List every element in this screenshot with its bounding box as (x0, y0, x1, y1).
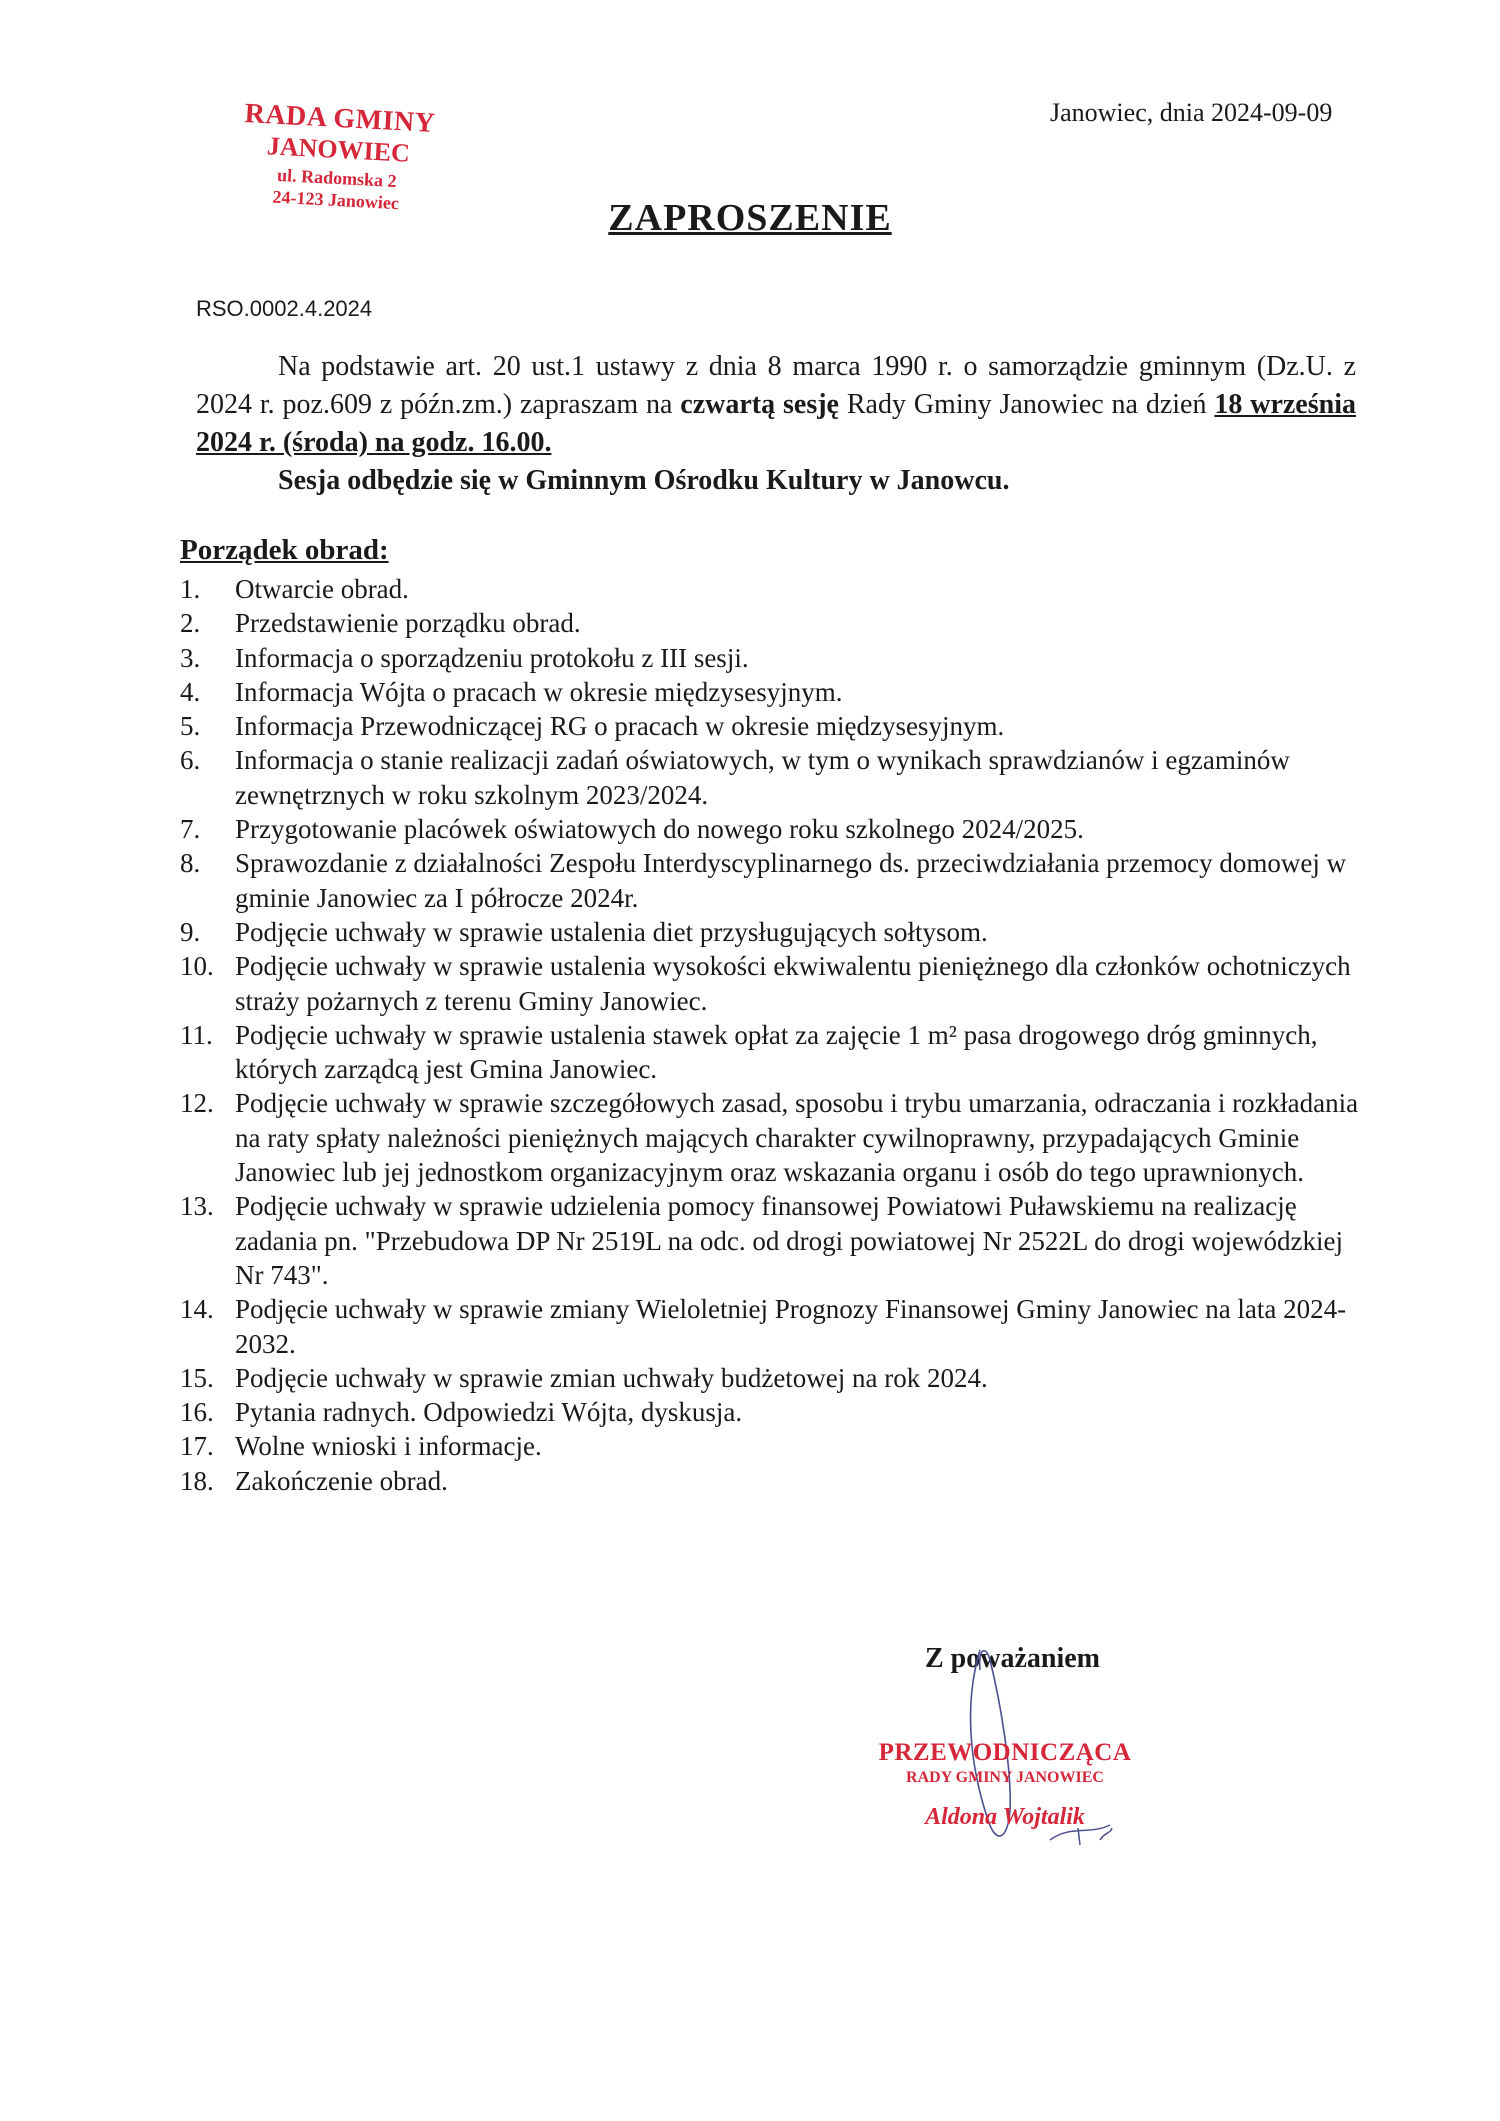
intro-part-2: Rady Gminy Janowiec na dzień (838, 389, 1215, 420)
agenda-item-text: Podjęcie uchwały w sprawie ustalenia wysokości ekwiwalentu pieniężnego dla członków ochotniczych straży pożarnych z terenu Gminy Janowiec. (235, 951, 1351, 1016)
agenda-item-text: Informacja Przewodniczącej RG o pracach w okresie międzysesyjnym. (235, 711, 1005, 742)
session-date: 18 września 2024 r. (środa) na godz. 16.00. (196, 389, 1356, 458)
agenda-item-number: 8. (180, 848, 201, 879)
agenda-item-number: 18. (180, 1465, 214, 1496)
agenda-item-number: 17. (180, 1431, 214, 1462)
stamp-subtitle: RADY GMINY JANOWIEC (906, 1769, 1104, 1786)
agenda-item-number: 14. (180, 1294, 214, 1325)
stamp-line-4: 24-123 Janowiec (272, 186, 400, 214)
stamp-title: PRZEWODNICZĄCA (878, 1739, 1132, 1766)
intro-text (196, 348, 1356, 462)
agenda-item-text: Podjęcie uchwały w sprawie ustalenia diet przysługujących sołtysom. (235, 916, 988, 947)
agenda-item-number: 10. (180, 951, 214, 982)
agenda-item-text: Przygotowanie placówek oświatowych do nowego roku szkolnego 2024/2025. (235, 814, 1084, 845)
agenda-item (180, 572, 1360, 606)
agenda-item-number: 1. (180, 574, 201, 604)
intro-part-1: Na podstawie art. 20 ust.1 ustawy z dnia 8 marca 1990 r. o samorządzie gminnym (Dz.U. z 2024 r. poz.609 z późn.zm.) zapraszam na (196, 351, 1356, 420)
agenda-item-text: Przedstawienie porządku obrad. (235, 608, 581, 639)
agenda-item (180, 1429, 1360, 1463)
agenda-item-number: 7. (180, 814, 201, 845)
session-venue: Sesja odbędzie się w Gminnym Ośrodku Kultury w Janowcu. (278, 465, 1010, 496)
agenda-item-text: Pytania radnych. Odpowiedzi Wójta, dyskusja. (235, 1397, 743, 1428)
reference-number: RSO.0002.4.2024 (196, 296, 373, 321)
stamp-line-2: JANOWIEC (266, 131, 411, 168)
closing-phrase: Z poważaniem (925, 1643, 1100, 1674)
agenda-list (180, 572, 1360, 1498)
document-title: ZAPROSZENIE (608, 197, 892, 239)
agenda-item-number: 11. (180, 1019, 213, 1050)
agenda-heading: Porządek obrad: (180, 534, 389, 566)
agenda-item (180, 915, 1360, 949)
agenda-item (180, 606, 1360, 640)
agenda-item-number: 15. (180, 1362, 214, 1393)
agenda-item-text: Podjęcie uchwały w sprawie zmian uchwały budżetowej na rok 2024. (235, 1362, 988, 1393)
agenda-item-text: Otwarcie obrad. (235, 574, 409, 604)
agenda-item-text: Wolne wnioski i informacje. (235, 1431, 542, 1462)
agenda-item-number: 12. (180, 1088, 214, 1119)
agenda-item (180, 1018, 1360, 1087)
place-date: Janowiec, dnia 2024-09-09 (1050, 98, 1333, 127)
session-number: czwartą sesję (680, 389, 839, 420)
agenda-item-number: 6. (180, 745, 201, 776)
agenda-item (180, 1464, 1360, 1498)
agenda-item-number: 3. (180, 642, 201, 673)
agenda-item-text: Sprawozdanie z działalności Zespołu Interdyscyplinarnego ds. przeciwdziałania przemocy domowej w gminie Janowiec za I półrocze 2024r. (235, 848, 1347, 913)
agenda-item-number: 9. (180, 916, 201, 947)
agenda-item (180, 1292, 1360, 1361)
agenda-item-text: Podjęcie uchwały w sprawie ustalenia stawek opłat za zajęcie 1 m² pasa drogowego dróg gminnych, których zarządcą jest Gmina Janowiec. (235, 1019, 1318, 1085)
agenda-item (180, 846, 1360, 915)
agenda-item (180, 1189, 1360, 1292)
agenda-item-number: 13. (180, 1191, 214, 1222)
agenda-item-number: 16. (180, 1397, 214, 1428)
agenda-item-text: Informacja o sporządzeniu protokołu z III sesji. (235, 642, 749, 673)
agenda-item (180, 812, 1360, 846)
chairwoman-stamp (865, 1738, 1145, 1832)
agenda-item-text: Informacja Wójta o pracach w okresie międzysesyjnym. (235, 676, 843, 707)
stamp-line-3: ul. Radomska 2 (276, 164, 398, 192)
agenda-item-text: Informacja o stanie realizacji zadań oświatowych, w tym o wynikach sprawdzianów i egzaminów zewnętrznych w roku szkolnym 2023/2024. (235, 745, 1290, 810)
agenda-item (180, 1395, 1360, 1429)
agenda-item-text: Podjęcie uchwały w sprawie szczegółowych zasad, sposobu i trybu umarzania, odraczania i rozkładania na raty spłaty należności pieniężnych mających charakter cywilnoprawny, przypadających Gminie Janowiec lub jej jednostkom organizacyjnym oraz wskazania organu i osób do tego uprawnionych. (235, 1088, 1359, 1188)
intro-paragraph (196, 348, 1356, 500)
agenda-item (180, 1086, 1360, 1189)
agenda-item-number: 4. (180, 676, 201, 707)
agenda-item-text: Podjęcie uchwały w sprawie zmiany Wieloletniej Prognozy Finansowej Gminy Janowiec na lata 2024-2032. (235, 1294, 1347, 1359)
stamp-line-1: RADA GMINY (243, 98, 437, 140)
agenda-item-number: 5. (180, 711, 201, 742)
agenda-item (180, 675, 1360, 709)
agenda-item-number: 2. (180, 608, 201, 639)
agenda-item-text: Podjęcie uchwały w sprawie udzielenia pomocy finansowej Powiatowi Puławskiemu na realizację zadania pn. "Przebudowa DP Nr 2519L na odc. od drogi powiatowej Nr 2522L do drogi wojewódzkiej Nr 743". (235, 1191, 1344, 1290)
agenda-item (180, 709, 1360, 743)
agenda-item (180, 743, 1360, 812)
agenda-item-text: Zakończenie obrad. (235, 1465, 448, 1496)
stamp-name: Aldona Wojtalik (925, 1804, 1085, 1830)
agenda-item (180, 949, 1360, 1018)
agenda-item (180, 641, 1360, 675)
agenda-item (180, 1361, 1360, 1395)
